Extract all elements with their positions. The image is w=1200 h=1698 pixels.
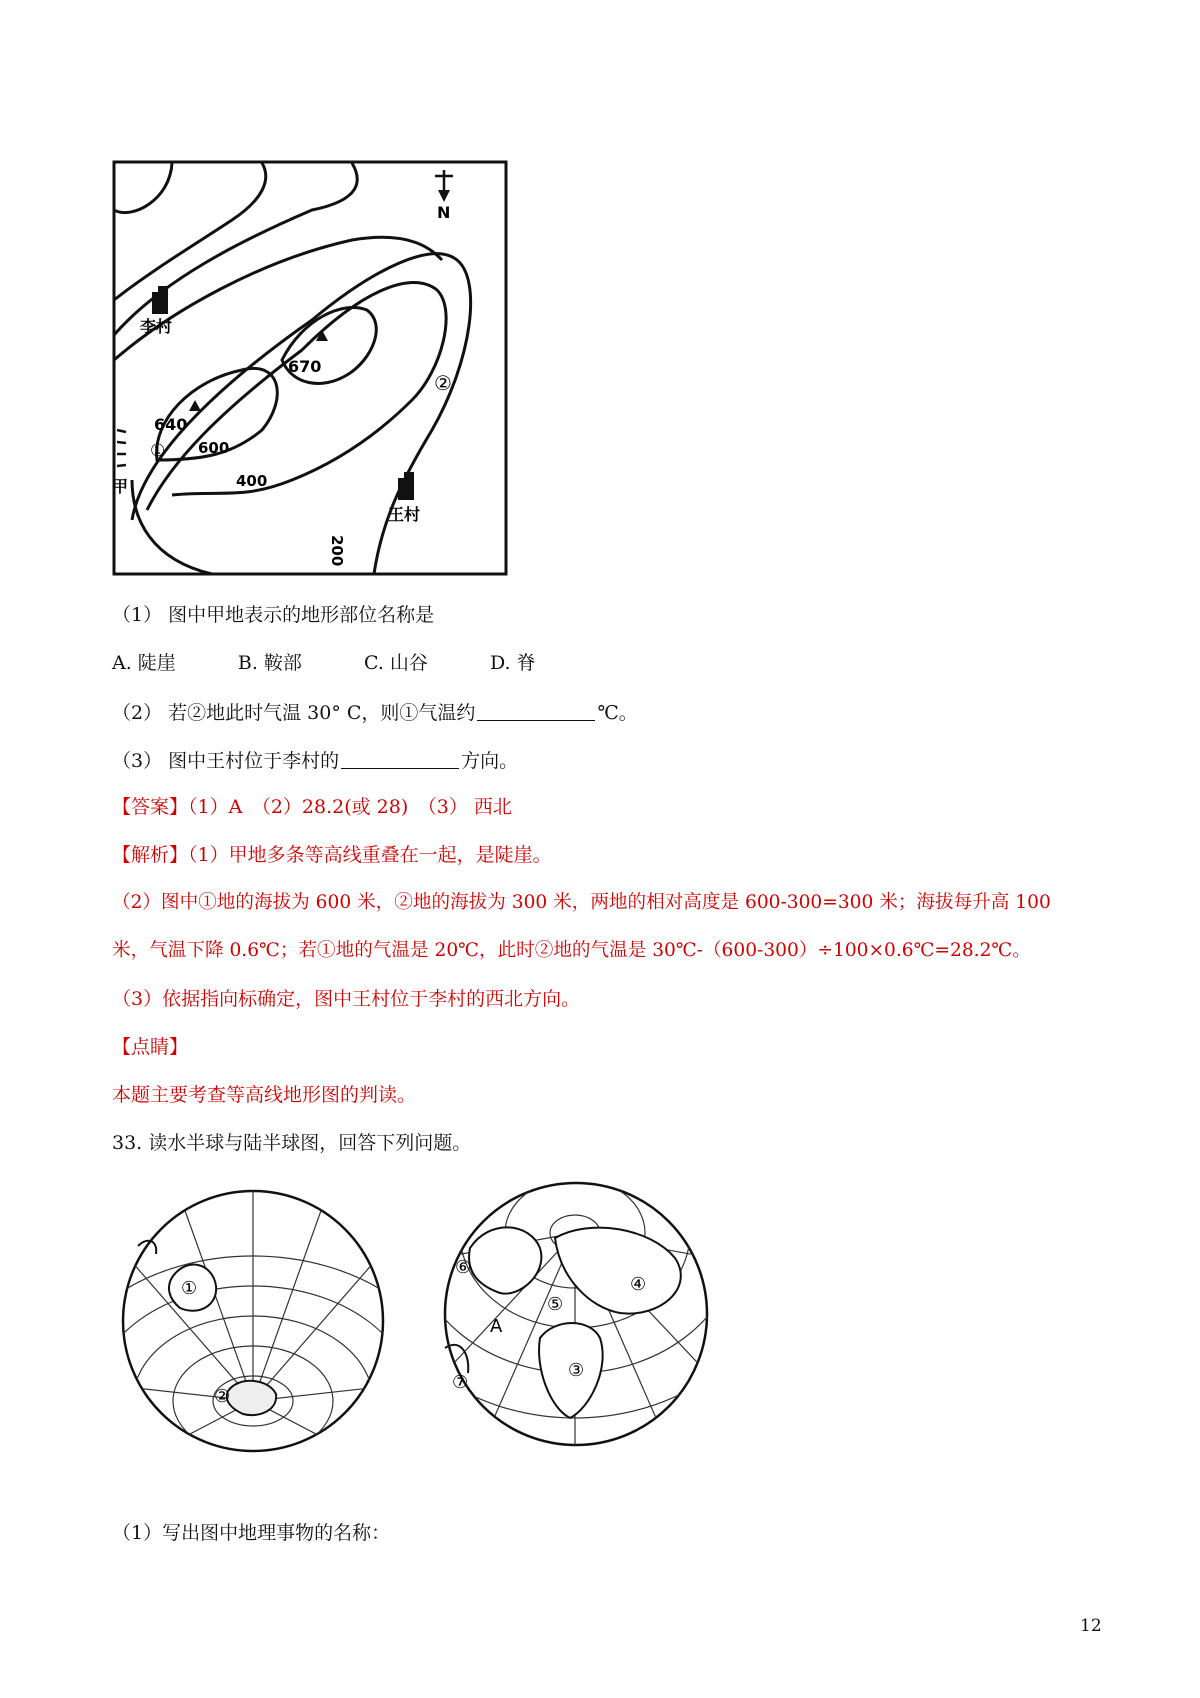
point-2: ② <box>434 371 452 395</box>
peak-670: 670 <box>288 357 322 376</box>
q3-blank <box>341 750 459 769</box>
contour-map <box>112 160 510 578</box>
marker-3: ③ <box>568 1360 585 1381</box>
comment-text: 本题主要考查等高线地形图的判读。 <box>112 1084 417 1106</box>
q2-after: ℃。 <box>597 702 638 724</box>
q2-before: （2） 若②地此时气温 30° C，则①气温约 <box>112 702 476 724</box>
point-1: ① <box>150 441 166 461</box>
marker-a: A <box>490 1316 503 1337</box>
contour-400: 400 <box>236 472 268 490</box>
q2-text <box>112 702 638 723</box>
marker-2: ② <box>214 1386 231 1407</box>
wang-village-icon <box>398 478 414 500</box>
option-c: C. 山谷 <box>363 652 428 674</box>
marker-7: ⑦ <box>452 1372 469 1393</box>
q3-after: 方向。 <box>461 750 519 772</box>
peak-640: 640 <box>154 415 188 434</box>
q1-text: （1） 图中甲地表示的地形部位名称是 <box>112 604 435 626</box>
marker-1: ① <box>181 1278 198 1299</box>
analysis-1 <box>112 846 552 865</box>
q33-title: 33. 读水半球与陆半球图，回答下列问题。 <box>112 1132 472 1154</box>
page-number: 12 <box>1080 1616 1102 1636</box>
analysis-line3: 米，气温下降 0.6℃；若①地的气温是 20℃，此时②地的气温是 30℃-（600-300）÷100×0.6℃=28.2℃。 <box>112 940 1031 961</box>
q1-options <box>112 654 592 673</box>
north-label: N <box>437 203 451 222</box>
analysis-line2: （2）图中①地的海拔为 600 米，②地的海拔为 300 米，两地的相对高度是 600-300=300 米；海拔每升高 100 <box>112 892 1051 913</box>
analysis-line1: （1）甲地多条等高线重叠在一起，是陡崖。 <box>188 844 552 866</box>
li-village-label: 李村 <box>140 317 173 336</box>
option-a: A. 陡崖 <box>112 652 176 674</box>
analysis-line4: （3）依据指向标确定，图中王村位于李村的西北方向。 <box>112 988 581 1010</box>
li-village-icon <box>152 292 168 314</box>
marker-4: ④ <box>630 1274 647 1295</box>
answer <box>112 798 512 817</box>
marker-5: ⑤ <box>547 1294 564 1315</box>
q3-before: （3） 图中王村位于李村的 <box>112 750 340 772</box>
answer-label: 【答案】 <box>112 796 189 818</box>
antarctica-shape <box>227 1381 276 1415</box>
option-d: D. 脊 <box>489 652 536 674</box>
marker-6: ⑥ <box>455 1257 472 1278</box>
analysis-label: 【解析】 <box>112 844 189 866</box>
wang-village-label: 王村 <box>388 505 421 524</box>
contour-200: 200 <box>328 535 346 567</box>
q33-sub1: （1）写出图中地理事物的名称： <box>112 1522 391 1544</box>
land-hemisphere-map <box>440 1178 712 1450</box>
q2-blank <box>477 702 595 721</box>
jia-label: 甲 <box>112 477 129 496</box>
q3-text <box>112 750 518 771</box>
option-b: B. 鞍部 <box>237 652 302 674</box>
answer-text: （1）A （2）28.2(或 28) （3） 西北 <box>188 796 512 818</box>
contour-600: 600 <box>198 439 230 457</box>
water-hemisphere-map <box>118 1186 388 1456</box>
comment-label: 【点睛】 <box>112 1036 189 1058</box>
